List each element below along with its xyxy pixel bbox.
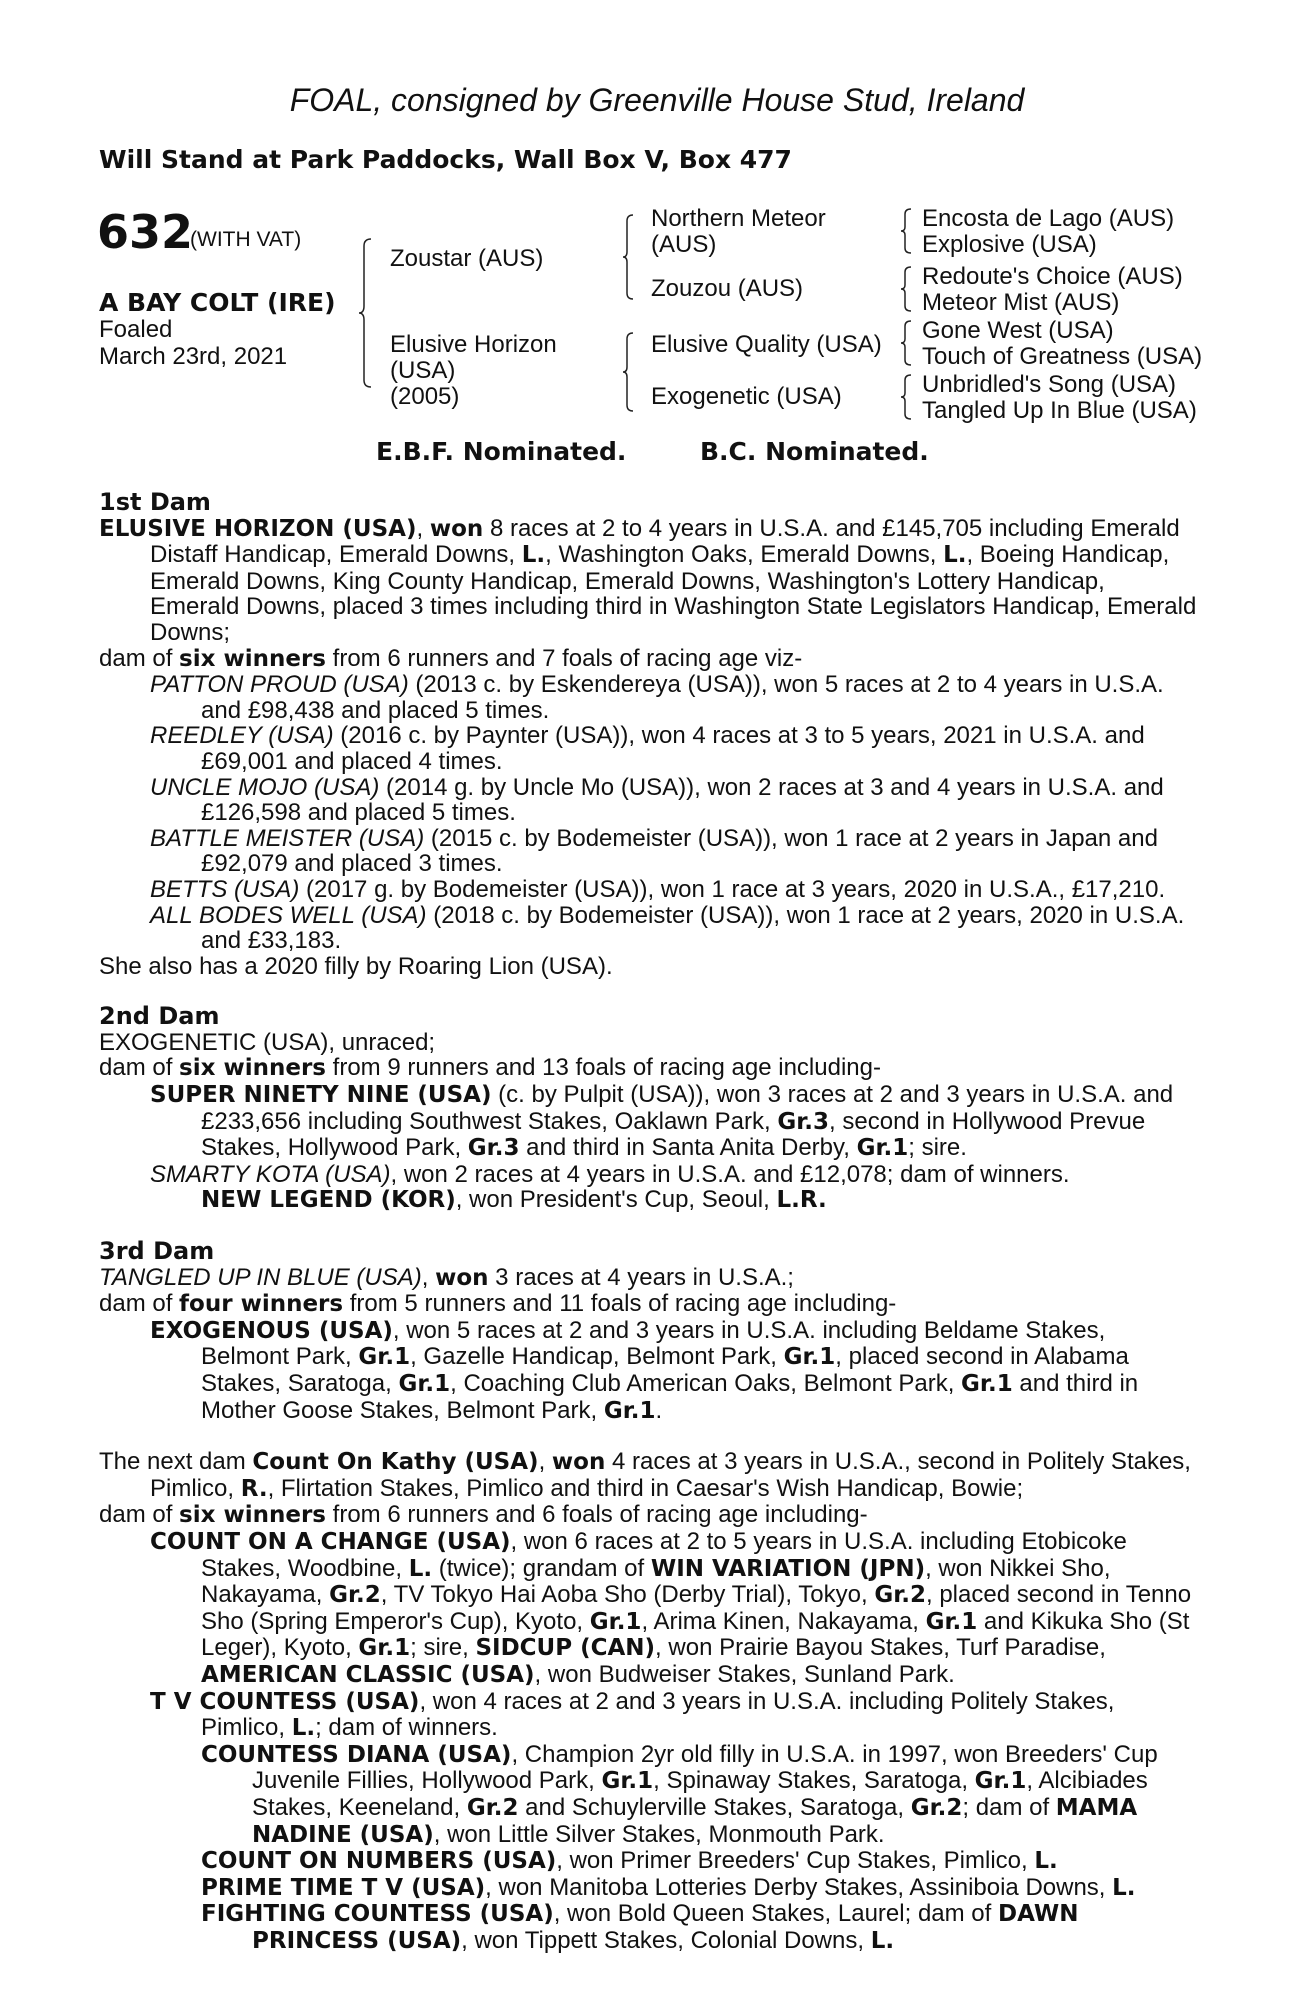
dam-of-label: dam of	[99, 1290, 180, 1318]
produce-text: , second in Hollywood Prevue Stakes, Hollywood Park,	[201, 1107, 1146, 1162]
produce-entry	[99, 826, 1199, 877]
pedigree-bracket-sire	[622, 214, 634, 300]
produce-entry	[99, 1318, 1199, 1424]
produce-entry	[99, 1162, 1199, 1188]
grade-tag: Gr.1	[961, 1371, 1013, 1397]
pedigree-bracket-g4	[900, 374, 912, 420]
grade-tag: Gr.1	[603, 1397, 656, 1424]
produce-text: and Schuylerville Stakes, Saratoga,	[518, 1793, 911, 1821]
produce-text: , won Manitoba Lotteries Derby Stakes, Assiniboia Downs,	[485, 1873, 1113, 1901]
produce-entry	[99, 1689, 1199, 1742]
grade-tag: Gr.1	[925, 1608, 978, 1635]
produce-text: , Arima Kinen, Nakayama,	[641, 1607, 926, 1635]
produce-text: (2016 c. by Paynter (USA)), won 4 races at 3 to 5 years, 2021 in U.S.A. and £69,001 and placed 4 times.	[201, 722, 1145, 775]
pedigree-dam	[390, 332, 557, 410]
grade-tag: Gr.1	[358, 1635, 411, 1662]
produce-entry	[99, 1082, 1199, 1162]
listed-tag: L.	[870, 1927, 895, 1954]
third-dam-heading: 3rd Dam	[99, 1237, 215, 1266]
grade-tag: Gr.1	[398, 1371, 451, 1397]
won-label: won	[435, 1264, 489, 1291]
produce-entry	[99, 1742, 1199, 1848]
produce-text: , Alcibiades Stakes, Keeneland,	[252, 1767, 1148, 1821]
first-dam-record: ELUSIVE HORIZON (USA), won 8 races at 2 to 4 years in U.S.A. and £145,705 including Emerald Distaff Handicap, Emerald Downs, L., Washington Oaks, Emerald Downs, L., Boeing Handicap, Emerald Downs, King County Handicap, Emerald Downs, Washington's Lottery Handicap, Emerald Downs, placed 3 times including third in Washington State Legislators Handicap, Emerald Downs;	[99, 514, 1197, 646]
listed-tag: L.	[943, 542, 967, 569]
produce-entry	[99, 1901, 1199, 1954]
runners-text: from 9 runners and 13 foals of racing age including-	[325, 1054, 881, 1082]
listed-tag: L.	[291, 1715, 316, 1742]
produce-text: (twice); grandam of	[432, 1554, 651, 1582]
record-text: ,	[421, 1263, 436, 1291]
produce-name: SIDCUP (CAN)	[475, 1635, 656, 1662]
consignment-line: FOAL, consigned by Greenville House Stud, Ireland	[289, 82, 1025, 118]
pedigree-bracket-g3	[900, 320, 912, 366]
produce-entry	[99, 903, 1199, 954]
runners-text: from 6 runners and 7 foals of racing age viz-	[325, 644, 803, 672]
produce-name: T V COUNTESS (USA)	[150, 1688, 420, 1715]
produce-entry	[99, 672, 1199, 723]
first-dam-name: ELUSIVE HORIZON (USA)	[99, 515, 417, 542]
produce-text: .	[655, 1396, 663, 1424]
pedigree-sire-dam: Zouzou (AUS)	[651, 275, 804, 302]
third-dam-produce-summary	[99, 1291, 1199, 1318]
produce-name: BETTS (USA)	[150, 875, 300, 903]
produce-entry	[99, 775, 1199, 826]
produce-name: PRIME TIME T V (USA)	[201, 1874, 486, 1901]
produce-text: , Gazelle Handicap, Belmont Park,	[410, 1343, 784, 1371]
next-dam-produce-summary	[99, 1502, 1199, 1529]
pedigree-g5: Gone West (USA)	[922, 317, 1114, 344]
first-dam-also: She also has a 2020 filly by Roaring Lion (USA).	[99, 952, 613, 980]
produce-name: EXOGENOUS (USA)	[150, 1317, 393, 1344]
grade-tag: Gr.3	[467, 1135, 520, 1162]
produce-text: and Kikuka Sho (St Leger), Kyoto,	[201, 1607, 1190, 1662]
listed-tag: L.	[521, 542, 546, 569]
first-dam-heading: 1st Dam	[99, 488, 211, 516]
produce-name: NEW LEGEND (KOR)	[201, 1187, 456, 1214]
produce-name: WIN VARIATION (JPN)	[650, 1555, 926, 1582]
winners-count: four winners	[179, 1291, 344, 1318]
grade-tag: Gr.1	[974, 1768, 1027, 1795]
bc-nomination: B.C. Nominated.	[700, 437, 929, 466]
pedigree-sire-sire-country: (AUS)	[651, 231, 717, 258]
runners-text: from 6 runners and 6 foals of racing age including-	[325, 1501, 868, 1529]
grade-tag: Gr.1	[601, 1768, 654, 1795]
produce-text: , won 6 races at 2 to 5 years in U.S.A. including Etobicoke Stakes, Woodbine,	[201, 1527, 1127, 1582]
second-dam-produce-summary	[99, 1055, 1199, 1082]
produce-text: and third in Santa Anita Derby,	[519, 1134, 857, 1162]
runners-text: from 5 runners and 11 foals of racing age including-	[343, 1290, 897, 1318]
pedigree-bracket-dam	[622, 332, 634, 412]
produce-text: , won 5 races at 2 and 3 years in U.S.A. including Beldame Stakes, Belmont Park,	[201, 1316, 1106, 1371]
produce-text: (2015 c. by Bodemeister (USA)), won 1 race at 2 years in Japan and £92,079 and placed 3 times.	[201, 824, 1158, 878]
pedigree-dam-year: (2005)	[390, 383, 460, 410]
second-dam-record: EXOGENETIC (USA), unraced;	[99, 1028, 436, 1056]
produce-text: , won Tippett Stakes, Colonial Downs,	[461, 1926, 871, 1954]
produce-name: FIGHTING COUNTESS (USA)	[201, 1901, 554, 1928]
pedigree-g1: Encosta de Lago (AUS)	[922, 205, 1175, 232]
pedigree-bracket-g2	[900, 266, 912, 312]
dam-of-label: dam of	[99, 1501, 180, 1529]
produce-name: COUNT ON NUMBERS (USA)	[201, 1848, 557, 1875]
produce-text: (2014 g. by Uncle Mo (USA)), won 2 races at 3 and 4 years in U.S.A. and £126,598 and placed 5 times.	[201, 773, 1164, 827]
produce-name: BATTLE MEISTER (USA)	[150, 824, 425, 852]
next-dam-intro: The next dam	[99, 1448, 253, 1476]
next-dam-name: Count On Kathy (USA)	[252, 1449, 539, 1476]
grade-tag: Gr.2	[466, 1794, 519, 1821]
dam-of-label: dam of	[99, 644, 180, 672]
produce-name: AMERICAN CLASSIC (USA)	[201, 1661, 535, 1688]
produce-text: , Champion 2yr old filly in U.S.A. in 1997, won Breeders' Cup Juvenile Fillies, Hollywood Park,	[252, 1740, 1158, 1795]
record-text: 8 races at 2 to 4 years in U.S.A. and £145,705 including Emerald Distaff Handicap, Emerald Downs,	[150, 514, 1180, 569]
grade-tag: Gr.1	[783, 1344, 836, 1371]
produce-entry	[99, 1848, 1199, 1875]
pedigree-bracket-g1	[900, 208, 912, 254]
record-text: 3 races at 4 years in U.S.A.;	[488, 1263, 794, 1291]
stand-location: Will Stand at Park Paddocks, Wall Box V, Box 477	[99, 145, 792, 174]
produce-text: , TV Tokyo Hai Aoba Sho (Derby Trial), Tokyo,	[380, 1581, 875, 1609]
produce-text: (2018 c. by Bodemeister (USA)), won 1 race at 2 years, 2020 in U.S.A. and £33,183.	[201, 901, 1185, 955]
grade-tag: Gr.3	[777, 1108, 830, 1135]
record-text: ,	[538, 1448, 552, 1476]
produce-text: , won Primer Breeders' Cup Stakes, Pimlico,	[556, 1847, 1035, 1875]
grade-tag: Gr.1	[856, 1135, 909, 1162]
listed-tag: L.	[1112, 1874, 1136, 1901]
produce-text: ; dam of winners.	[315, 1714, 498, 1742]
pedigree-g8: Tangled Up In Blue (USA)	[922, 397, 1197, 424]
pedigree-sire: Zoustar (AUS)	[390, 245, 544, 272]
produce-entry	[99, 1875, 1199, 1902]
produce-text: , won President's Cup, Seoul,	[455, 1186, 777, 1214]
produce-name: SUPER NINETY NINE (USA)	[150, 1082, 492, 1109]
produce-text: , won Prairie Bayou Stakes, Turf Paradise,	[655, 1634, 1106, 1662]
produce-text: ; dam of	[962, 1793, 1056, 1821]
produce-text: , placed second in Alabama Stakes, Saratoga,	[201, 1343, 1129, 1397]
pedigree-bracket-main	[358, 238, 372, 388]
produce-text: , won 4 races at 2 and 3 years in U.S.A. including Politely Stakes, Pimlico,	[201, 1687, 1115, 1742]
produce-text: (2017 g. by Bodemeister (USA)), won 1 race at 3 years, 2020 in U.S.A., £17,210.	[299, 875, 1166, 903]
pedigree-dam-dam: Exogenetic (USA)	[651, 383, 842, 410]
won-label: won	[551, 1449, 606, 1476]
foaled-date: March 23rd, 2021	[99, 343, 288, 370]
dam-of-label: dam of	[99, 1054, 180, 1082]
pedigree-g7: Unbridled's Song (USA)	[922, 371, 1177, 398]
produce-entry	[99, 723, 1199, 774]
produce-text: , won Little Silver Stakes, Monmouth Park.	[433, 1820, 885, 1848]
grade-tag: Gr.1	[589, 1608, 642, 1635]
won-label: won	[429, 515, 484, 542]
foaled-info	[99, 316, 287, 370]
pedigree-g3: Redoute's Choice (AUS)	[922, 263, 1183, 290]
produce-name: COUNTESS DIANA (USA)	[201, 1741, 512, 1768]
produce-text: (2013 c. by Eskendereya (USA)), won 5 races at 2 to 4 years in U.S.A. and £98,438 and placed 5 times.	[201, 671, 1164, 724]
grade-tag: L.R.	[776, 1187, 827, 1214]
winners-count: six winners	[179, 645, 326, 672]
catalogue-body	[99, 490, 1199, 1954]
record-text: , Washington Oaks, Emerald Downs,	[545, 541, 944, 569]
grade-tag: Gr.2	[329, 1582, 381, 1609]
ebf-nomination: E.B.F. Nominated.	[376, 437, 627, 466]
produce-name: COUNT ON A CHANGE (USA)	[150, 1528, 511, 1555]
pedigree-sire-sire	[651, 206, 826, 258]
record-text: 4 races at 3 years in U.S.A., second in Politely Stakes, Pimlico,	[150, 1448, 1191, 1502]
listed-tag: L.	[1034, 1848, 1058, 1875]
produce-text: , won Nikkei Sho, Nakayama,	[201, 1554, 1111, 1609]
grade-tag: Gr.2	[874, 1582, 926, 1609]
pedigree-g4: Meteor Mist (AUS)	[922, 289, 1120, 316]
lot-number: 632	[97, 205, 194, 259]
produce-text: , won 2 races at 4 years in U.S.A. and £12,078; dam of winners.	[390, 1160, 1070, 1188]
pedigree-dam-name: Elusive Horizon	[390, 331, 557, 358]
pedigree-dam-country: (USA)	[390, 357, 456, 384]
produce-text: , won Budweiser Stakes, Sunland Park.	[534, 1660, 955, 1688]
produce-entry	[99, 1187, 1199, 1214]
produce-text: , Spinaway Stakes, Saratoga,	[653, 1767, 975, 1795]
pedigree-g2: Explosive (USA)	[922, 231, 1097, 258]
produce-name: REEDLEY (USA)	[150, 722, 334, 750]
produce-text: (c. by Pulpit (USA)), won 3 races at 2 and 3 years in U.S.A. and £233,656 including Southwest Stakes, Oaklawn Park,	[201, 1081, 1174, 1135]
horse-title: A BAY COLT (IRE)	[99, 288, 336, 317]
restricted-tag: R.	[240, 1475, 268, 1502]
produce-entry	[99, 877, 1199, 903]
produce-text: , won Bold Queen Stakes, Laurel; dam of	[553, 1900, 998, 1928]
produce-name: ALL BODES WELL (USA)	[150, 901, 427, 929]
produce-text: ; sire,	[410, 1634, 476, 1662]
record-text: , Boeing Handicap, Emerald Downs, King County Handicap, Emerald Downs, Washington's Lottery Handicap, Emerald Downs, placed 3 times including third in Washington State Legislators Handicap, Emerald Downs;	[150, 541, 1197, 646]
winners-count: six winners	[179, 1502, 326, 1529]
third-dam-record	[99, 1265, 1199, 1292]
produce-text: ; sire.	[908, 1134, 967, 1162]
produce-text: , placed second in Tenno Sho (Spring Emperor's Cup), Kyoto,	[201, 1581, 1192, 1635]
produce-name: PATTON PROUD (USA)	[150, 671, 409, 699]
produce-entry	[99, 1529, 1199, 1689]
pedigree-sire-sire-name: Northern Meteor	[651, 205, 826, 232]
produce-name: MAMA NADINE (USA)	[252, 1794, 1138, 1848]
grade-tag: Gr.2	[910, 1794, 963, 1821]
listed-tag: L.	[408, 1555, 433, 1582]
vat-note: (WITH VAT)	[190, 228, 302, 251]
produce-name: SMARTY KOTA (USA)	[150, 1160, 391, 1188]
pedigree-dam-sire: Elusive Quality (USA)	[651, 331, 882, 358]
third-dam-name: TANGLED UP IN BLUE (USA)	[99, 1263, 422, 1291]
second-dam-heading: 2nd Dam	[99, 1002, 220, 1031]
produce-name: UNCLE MOJO (USA)	[150, 773, 380, 801]
grade-tag: Gr.1	[358, 1344, 411, 1371]
first-dam-produce-summary	[99, 646, 1199, 673]
foaled-label: Foaled	[99, 316, 173, 343]
pedigree-g6: Touch of Greatness (USA)	[922, 343, 1203, 370]
record-text: , Flirtation Stakes, Pimlico and third in Caesar's Wish Handicap, Bowie;	[267, 1474, 1024, 1502]
produce-text: , Coaching Club American Oaks, Belmont Park,	[450, 1370, 962, 1397]
next-dam-record	[99, 1449, 1199, 1502]
produce-name: DAWN PRINCESS (USA)	[252, 1901, 1079, 1954]
winners-count: six winners	[179, 1055, 326, 1082]
produce-text: and third in Mother Goose Stakes, Belmont Park,	[201, 1370, 1139, 1424]
